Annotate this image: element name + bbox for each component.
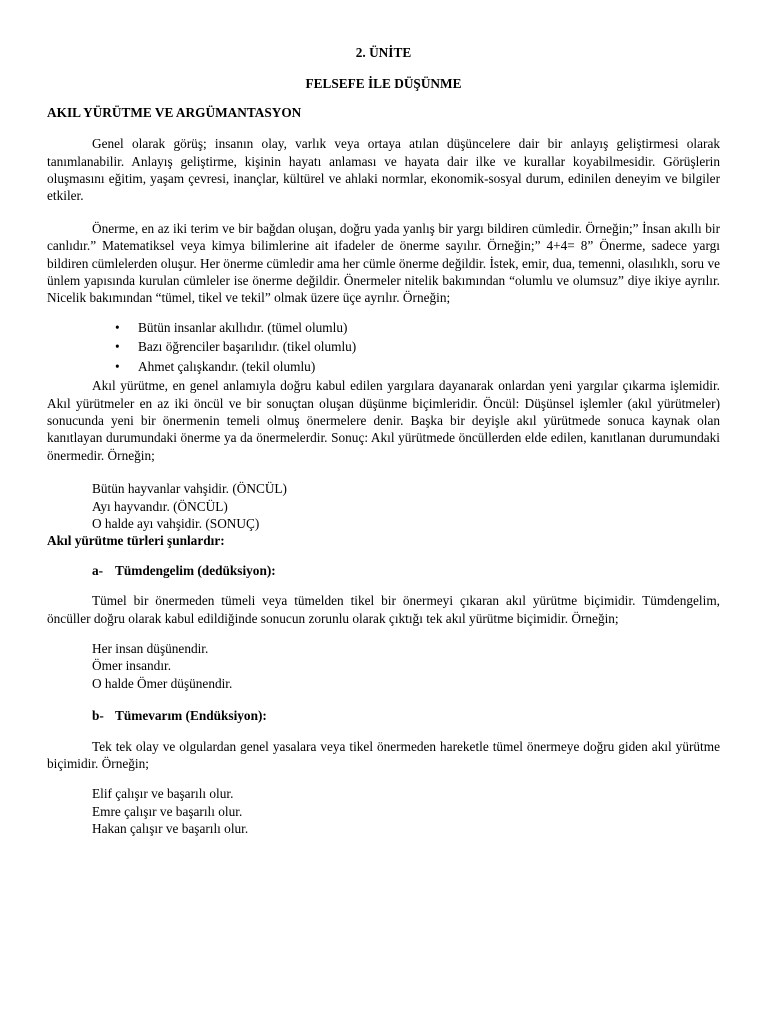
bullet-icon: • [115,358,120,374]
example-line: O halde Ömer düşünendir. [92,675,233,691]
list-item [115,319,720,336]
example-line: Bütün hayvanlar vahşidir. (ÖNCÜL) [92,481,287,497]
unit-title: 2. ÜNİTE [355,45,412,60]
example-line: Hakan çalışır ve başarılı olur. [92,821,249,837]
example-line: Emre çalışır ve başarılı olur. [92,803,243,819]
list-item [115,338,720,355]
section-title: AKIL YÜRÜTME VE ARGÜMANTASYON [47,104,302,120]
example-line: Her insan düşünendir. [92,640,209,656]
paragraph-proposition: Önerme, en az iki terim ve bir bağdan oluşan, doğru yada yanlış bir yargı bildiren cümledir. Örneğin;” İnsan akıllı bir canlıdır.” Matematiksel veya kimya bilimlerine ait ifadeler de önerme sayılır. Örneğin;” 4+4= 8” Önerme, sadece yargı bildiren cümlelerden oluşur. Her önerme cümledir ama her cümle önerme değildir. İstek, emir, dua, temenni, olasılıklı, soru ve ünlem yapısında kurulan cümleler ise önerme değildir. Önermeler nitelik bakımından “olumlu ve olumsuz” diye ikiye ayrılır. Nicelik bakımından “tümel, tikel ve tekil” olmak üzere üçe ayrılır. Örneğin; [47,220,720,306]
chapter-title: FELSEFE İLE DÜŞÜNME [305,76,462,92]
subsection-marker: a- [92,562,104,578]
bullet-icon: • [115,339,120,355]
subsection-marker: b- [92,708,104,724]
list-item-text: Bütün insanlar akıllıdır. (tümel olumlu) [138,319,348,335]
example-line: Ömer insandır. [92,658,172,674]
paragraph-deduction: Tümel bir önermeden tümeli veya tümelden tikel bir önermeyi çıkaran akıl yürütme biçimidir. Tümdengelim, öncüller doğru olarak kabul edildiğinde sonucun zorunlu olarak çıktığı tek akıl yürütme biçimidir. Örneğin; [47,593,720,626]
list-item-text: Ahmet çalışkandır. (tekil olumlu) [138,358,316,374]
list-item-text: Bazı öğrenciler başarılıdır. (tikel olumlu) [138,339,357,355]
proposition-examples-list [115,319,720,375]
types-heading: Akıl yürütme türleri şunlardır: [47,533,225,549]
example-line: Ayı hayvandır. (ÖNCÜL) [92,498,228,514]
example-line: Elif çalışır ve başarılı olur. [92,786,234,802]
example-block-deduction [92,640,720,692]
paragraph-reasoning: Akıl yürütme, en genel anlamıyla doğru kabul edilen yargılara dayanarak onlardan yeni yargılar çıkarma işlemidir. Akıl yürütmeler en az iki öncül ve bir sonuçtan oluşan düşünme biçimleridir. Öncül: Düşünsel işlemler (akıl yürütmeler) sonucunda yeni bir önermenin temeli olmuş önermelere denir. Başka bir deyişle akıl yürütmede sonuca kaynak olan kanıtlayan durumundaki önerme ya da önermelerdir. Sonuç: Akıl yürütmede öncüllerden elde edilen, kanıtlanan durumundaki önermedir. Örneğin; [47,378,720,463]
example-line: O halde ayı vahşidir. (SONUÇ) [92,515,260,531]
document-page [47,44,720,838]
list-item [115,358,720,375]
example-block-induction [92,785,720,837]
paragraph-induction: Tek tek olay ve olgulardan genel yasalara veya tikel önermeden hareketle tümel önermeye doğru giden akıl yürütme biçimidir. Örneğin; [47,738,720,771]
subsection-heading-deduction [92,562,720,579]
example-block-premises [92,480,720,532]
paragraph-opinion: Genel olarak görüş; insanın olay, varlık veya ortaya atılan düşüncelere dair bir anlayış geliştirmesi olarak tanımlanabilir. Anlayış geliştirme, kişinin hayatı anlaması ve hayata dair ilke ve kurallar koyabilmesidir. Görüşlerin oluşmasını eğitim, yaşam çevresi, inançlar, kültürel ve ahlaki normlar, ekonomik-sosyal durum, edinilen deneyim ve bilgiler etkiler. [47,136,720,204]
subsection-heading-induction [92,707,720,724]
subsection-title: Tümevarım (Endüksiyon): [115,708,267,724]
bullet-icon: • [115,319,120,335]
subsection-title: Tümdengelim (dedüksiyon): [115,562,276,578]
